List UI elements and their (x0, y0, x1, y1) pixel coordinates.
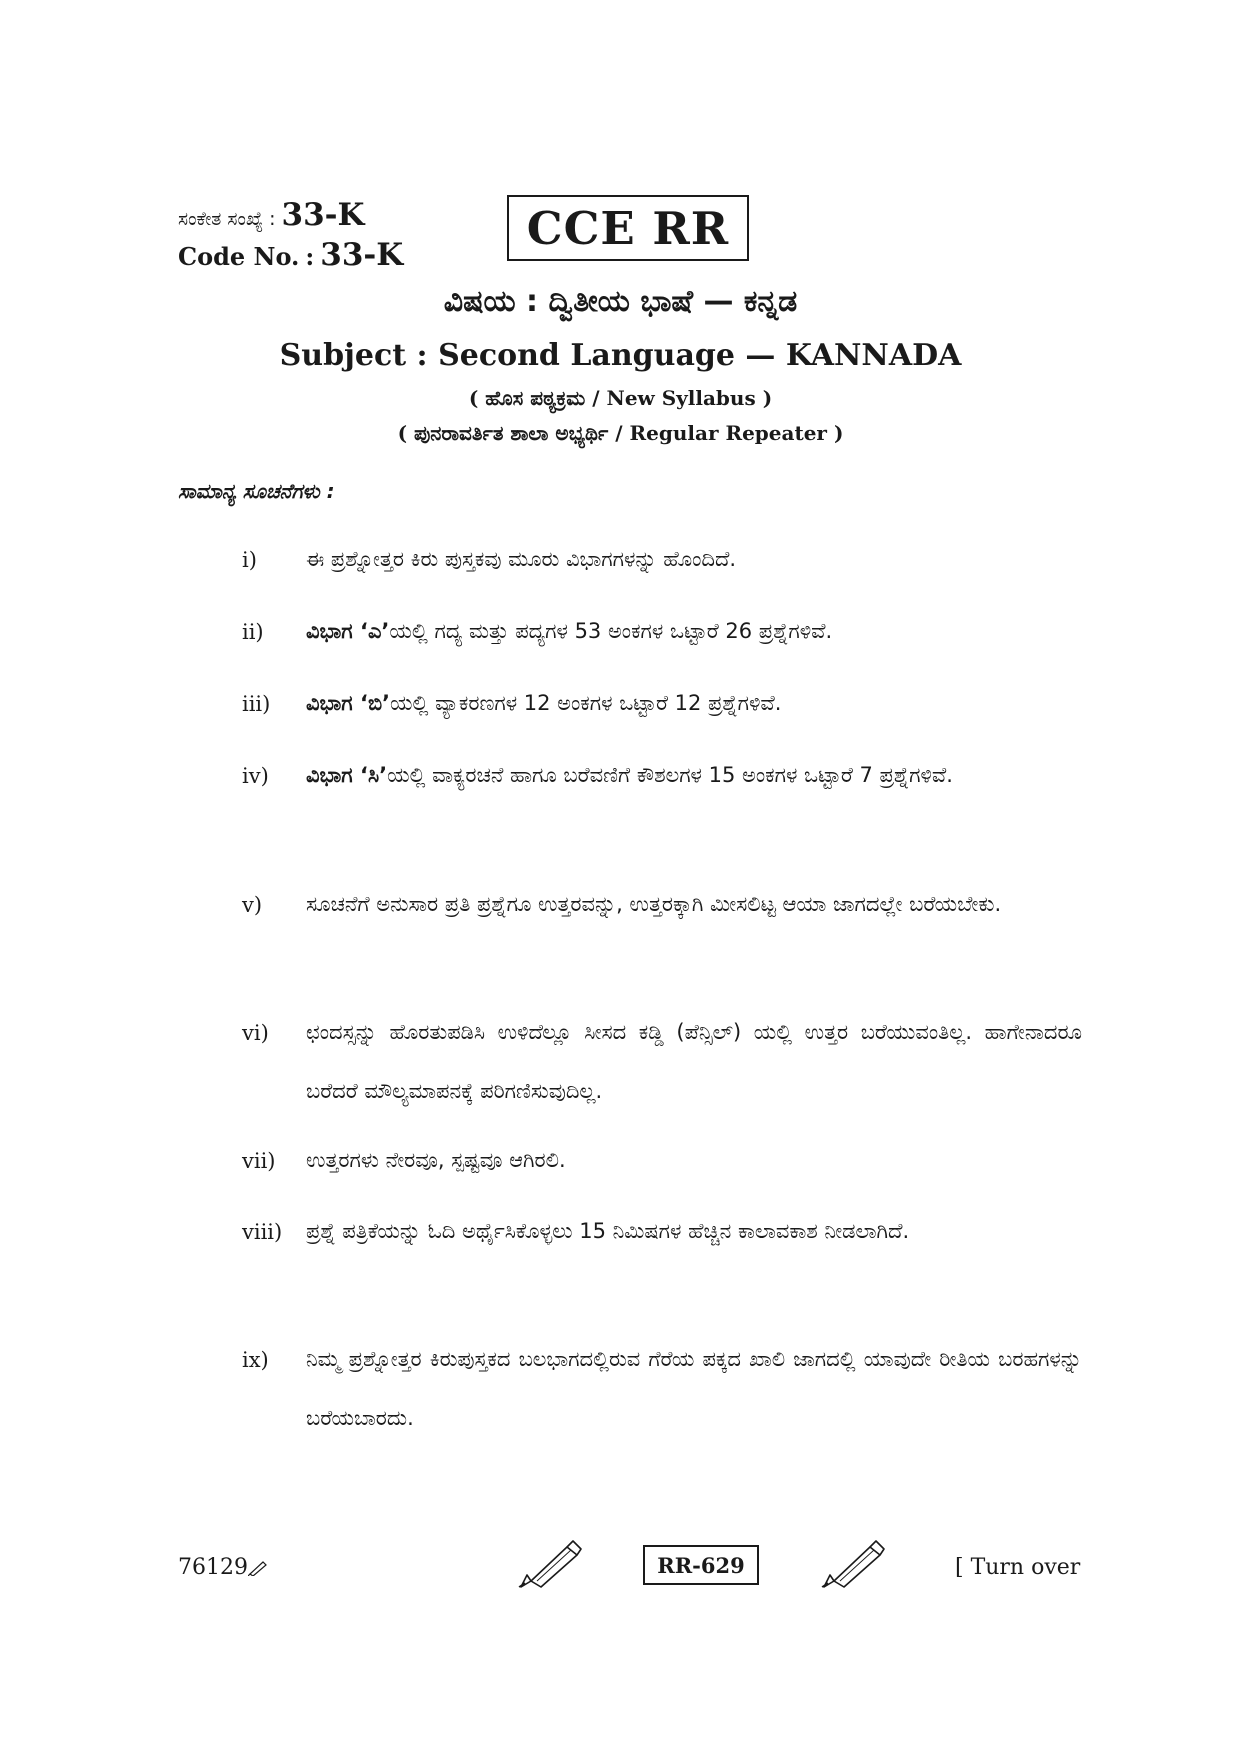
instruction-text: ಸೂಚನೆಗೆ ಅನುಸಾರ ಪ್ರತಿ ಪ್ರಶ್ನೆಗೂ ಉತ್ತರವನ್ನು, ಉತ್ತರಕ್ಕಾಗಿ ಮೀಸಲಿಟ್ಟ ಆಯಾ ಜಾಗದಲ್ಲೇ ಬರೆಯಬೇಕು. (306, 892, 1002, 916)
code-separator: : (305, 242, 315, 271)
paren-close: ) (833, 421, 844, 445)
candidate-type-english: Regular Repeater (629, 421, 827, 445)
instruction-number: i) (242, 548, 257, 572)
code-value: 33-K (281, 197, 365, 233)
instruction-text: ಉತ್ತರಗಳು ನೇರವೂ, ಸ್ಪಷ್ಟವೂ ಆಗಿರಲಿ. (306, 1148, 566, 1172)
syllabus-kannada: ಹೊಸ ಪಠ್ಯಕ್ರಮ (485, 386, 586, 410)
paren-close: ) (762, 386, 773, 410)
instructions-heading: ಸಾಮಾನ್ಯ ಸೂಚನೆಗಳು : (178, 479, 335, 503)
syllabus-english: New Syllabus (606, 386, 756, 410)
serial-number: 76129 (178, 1555, 248, 1580)
instruction-number: ix) (242, 1348, 269, 1372)
paper-code-badge: RR-629 (643, 1545, 759, 1585)
instruction-number: iv) (242, 764, 269, 788)
instruction-number: viii) (242, 1220, 283, 1244)
instruction-number: v) (242, 893, 263, 917)
fountain-pen-icon (517, 1537, 583, 1589)
code-number-kannada (178, 197, 364, 233)
code-value: 33-K (320, 237, 404, 273)
instruction-number: ii) (242, 620, 264, 644)
instruction-number: iii) (242, 692, 271, 716)
paren-open: ( (397, 421, 408, 445)
instruction-text: ವಿಭಾಗ ‘ಬಿ’ಯಲ್ಲಿ ವ್ಯಾಕರಣಗಳ 12 ಅಂಕಗಳ ಒಟ್ಟಾರೆ 12 ಪ್ರಶ್ನೆಗಳಿವೆ. (306, 691, 782, 715)
code-label-english: Code No. (178, 242, 300, 271)
fountain-pen-icon (820, 1537, 886, 1589)
instruction-text: ವಿಭಾಗ ‘ಸಿ’ಯಲ್ಲಿ ವಾಕ್ಯರಚನೆ ಹಾಗೂ ಬರೆವಣಿಗೆ ಕೌಶಲಗಳ 15 ಅಂಕಗಳ ಒಟ್ಟಾರೆ 7 ಪ್ರಶ್ನೆಗಳಿವೆ. (306, 763, 953, 787)
code-label-kannada: ಸಂಕೇತ ಸಂಖ್ಯೆ (178, 208, 264, 230)
booklet-serial (178, 1555, 268, 1580)
instruction-number: vii) (242, 1149, 276, 1173)
syllabus-line (0, 386, 1241, 410)
subject-title-english: Subject : Second Language — KANNADA (279, 338, 962, 373)
paren-open: ( (468, 386, 479, 410)
instruction-text: ಛಂದಸ್ಸನ್ನು ಹೊರತುಪಡಿಸಿ ಉಳಿದೆಲ್ಲೂ ಸೀಸದ ಕಡ್ಡಿ (ಪೆನ್ಸಿಲ್) ಯಲ್ಲಿ ಉತ್ತರ ಬರೆಯುವಂತಿಲ್ಲ. ಹಾಗೇನಾದರೂ ಬರೆದರೆ ಮೌಲ್ಯಮಾಪನಕ್ಕೆ ಪರಿಗಣಿಸುವುದಿಲ್ಲ. (306, 1020, 1082, 1103)
section-label: ವಿಭಾಗ ‘ಬಿ’ (306, 691, 391, 715)
code-number-english (178, 237, 403, 273)
slash-separator: / (608, 421, 630, 445)
exam-badge: CCE RR (507, 195, 749, 261)
instruction-text: ಪ್ರಶ್ನೆ ಪತ್ರಿಕೆಯನ್ನು ಓದಿ ಅರ್ಥೈಸಿಕೊಳ್ಳಲು 15 ನಿಮಿಷಗಳ ಹೆಚ್ಚಿನ ಕಾಲಾವಕಾಶ ನೀಡಲಾಗಿದೆ. (306, 1219, 910, 1243)
section-label: ವಿಭಾಗ ‘ಸಿ’ (306, 763, 388, 787)
candidate-type-kannada: ಪುನರಾವರ್ತಿತ ಶಾಲಾ ಅಭ್ಯರ್ಥಿ (414, 421, 609, 445)
turn-over-note: [ Turn over (955, 1555, 1081, 1580)
section-label: ವಿಭಾಗ ‘ಎ’ (306, 619, 390, 643)
instruction-text: ವಿಭಾಗ ‘ಎ’ಯಲ್ಲಿ ಗದ್ಯ ಮತ್ತು ಪದ್ಯಗಳ 53 ಅಂಕಗಳ ಒಟ್ಟಾರೆ 26 ಪ್ರಶ್ನೆಗಳಿವೆ. (306, 619, 833, 643)
candidate-type-line (0, 421, 1241, 445)
subject-title-kannada: ವಿಷಯ : ದ್ವಿತೀಯ ಭಾಷೆ — ಕನ್ನಡ (443, 284, 798, 319)
instruction-text: ಈ ಪ್ರಶ್ನೋತ್ತರ ಕಿರು ಪುಸ್ತಕವು ಮೂರು ವಿಭಾಗಗಳನ್ನು ಹೊಂದಿದೆ. (306, 547, 737, 571)
slash-separator: / (585, 386, 607, 410)
instruction-number: vi) (242, 1021, 269, 1045)
pen-nib-icon (248, 1560, 268, 1576)
instruction-text: ನಿಮ್ಮ ಪ್ರಶ್ನೋತ್ತರ ಕಿರುಪುಸ್ತಕದ ಬಲಭಾಗದಲ್ಲಿರುವ ಗೆರೆಯ ಪಕ್ಕದ ಖಾಲಿ ಜಾಗದಲ್ಲಿ ಯಾವುದೇ ರೀತಿಯ ಬರಹಗಳನ್ನು ಬರೆಯಬಾರದು. (306, 1347, 1082, 1430)
code-separator: : (269, 208, 276, 230)
